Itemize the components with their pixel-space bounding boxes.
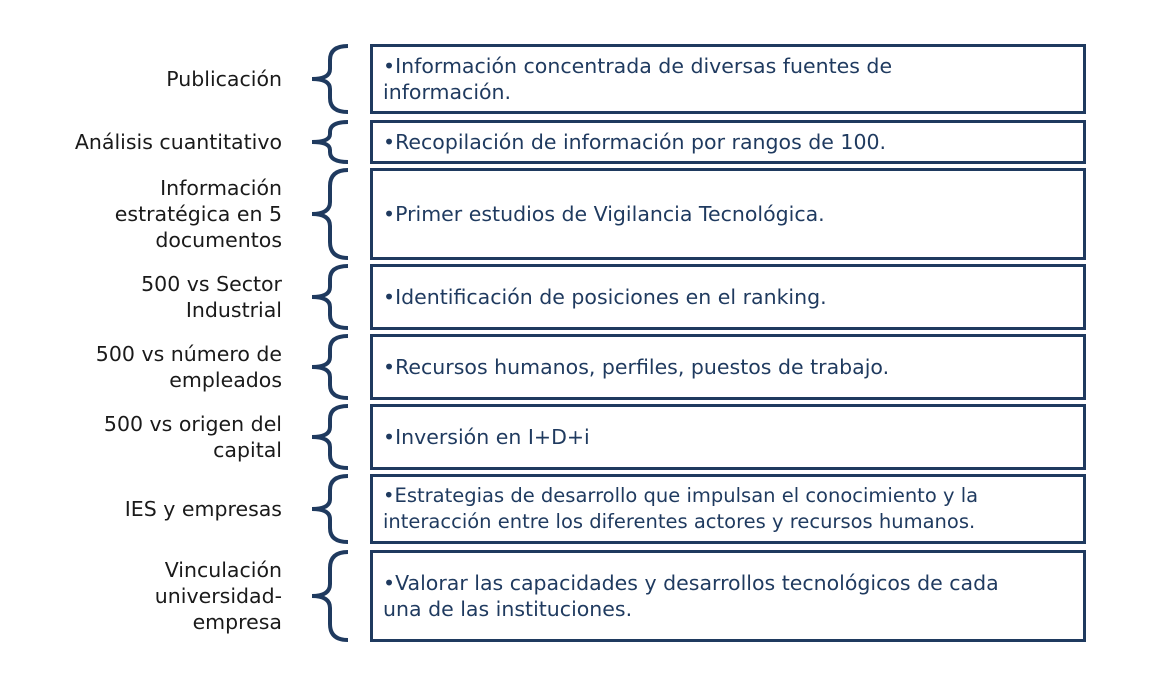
left-brace-icon [296,264,354,330]
row-label: 500 vs Sector Industrial [141,272,282,322]
left-brace-icon [296,474,354,544]
box-text: •Estrategias de desarrollo que impulsan el conocimiento y la interacción entre los diferentes actores y recursos humanos. [383,484,979,533]
box-text: •Inversión en I+D+i [383,425,590,449]
row-ies-empresas [0,474,1150,544]
description-box [370,474,1086,544]
box-text: •Valorar las capacidades y desarrollos tecnológicos de cada una de las instituciones. [383,571,999,621]
box-text: •Recursos humanos, perfiles, puestos de trabajo. [383,355,890,379]
box-text: •Información concentrada de diversas fuentes de información. [383,54,893,104]
left-brace-icon [296,334,354,400]
description-box [370,44,1086,114]
row-analisis-cuantitativo [0,120,1150,164]
row-origen-capital [0,404,1150,470]
box-text: •Identificación de posiciones en el ranking. [383,285,827,309]
row-label: Publicación [166,67,282,91]
row-label: Análisis cuantitativo [74,130,282,154]
row-label: 500 vs número de empleados [95,342,282,392]
description-box [370,120,1086,164]
row-label: 500 vs origen del capital [103,412,282,462]
row-label: IES y empresas [124,497,282,521]
description-box [370,168,1086,260]
left-brace-icon [296,550,354,642]
row-vinculacion [0,550,1150,642]
description-box [370,404,1086,470]
row-informacion-estrategica [0,168,1150,260]
left-brace-icon [296,44,354,114]
description-box [370,550,1086,642]
row-numero-empleados [0,334,1150,400]
description-box [370,264,1086,330]
left-brace-icon [296,168,354,260]
left-brace-icon [296,404,354,470]
row-publicacion [0,44,1150,114]
row-sector-industrial [0,264,1150,330]
row-label: Vinculación universidad-empresa [154,558,282,634]
left-brace-icon [296,120,354,164]
box-text: •Primer estudios de Vigilancia Tecnológica. [383,202,825,226]
description-box [370,334,1086,400]
box-text: •Recopilación de información por rangos de 100. [383,130,887,154]
row-label: Información estratégica en 5 documentos [114,176,282,252]
